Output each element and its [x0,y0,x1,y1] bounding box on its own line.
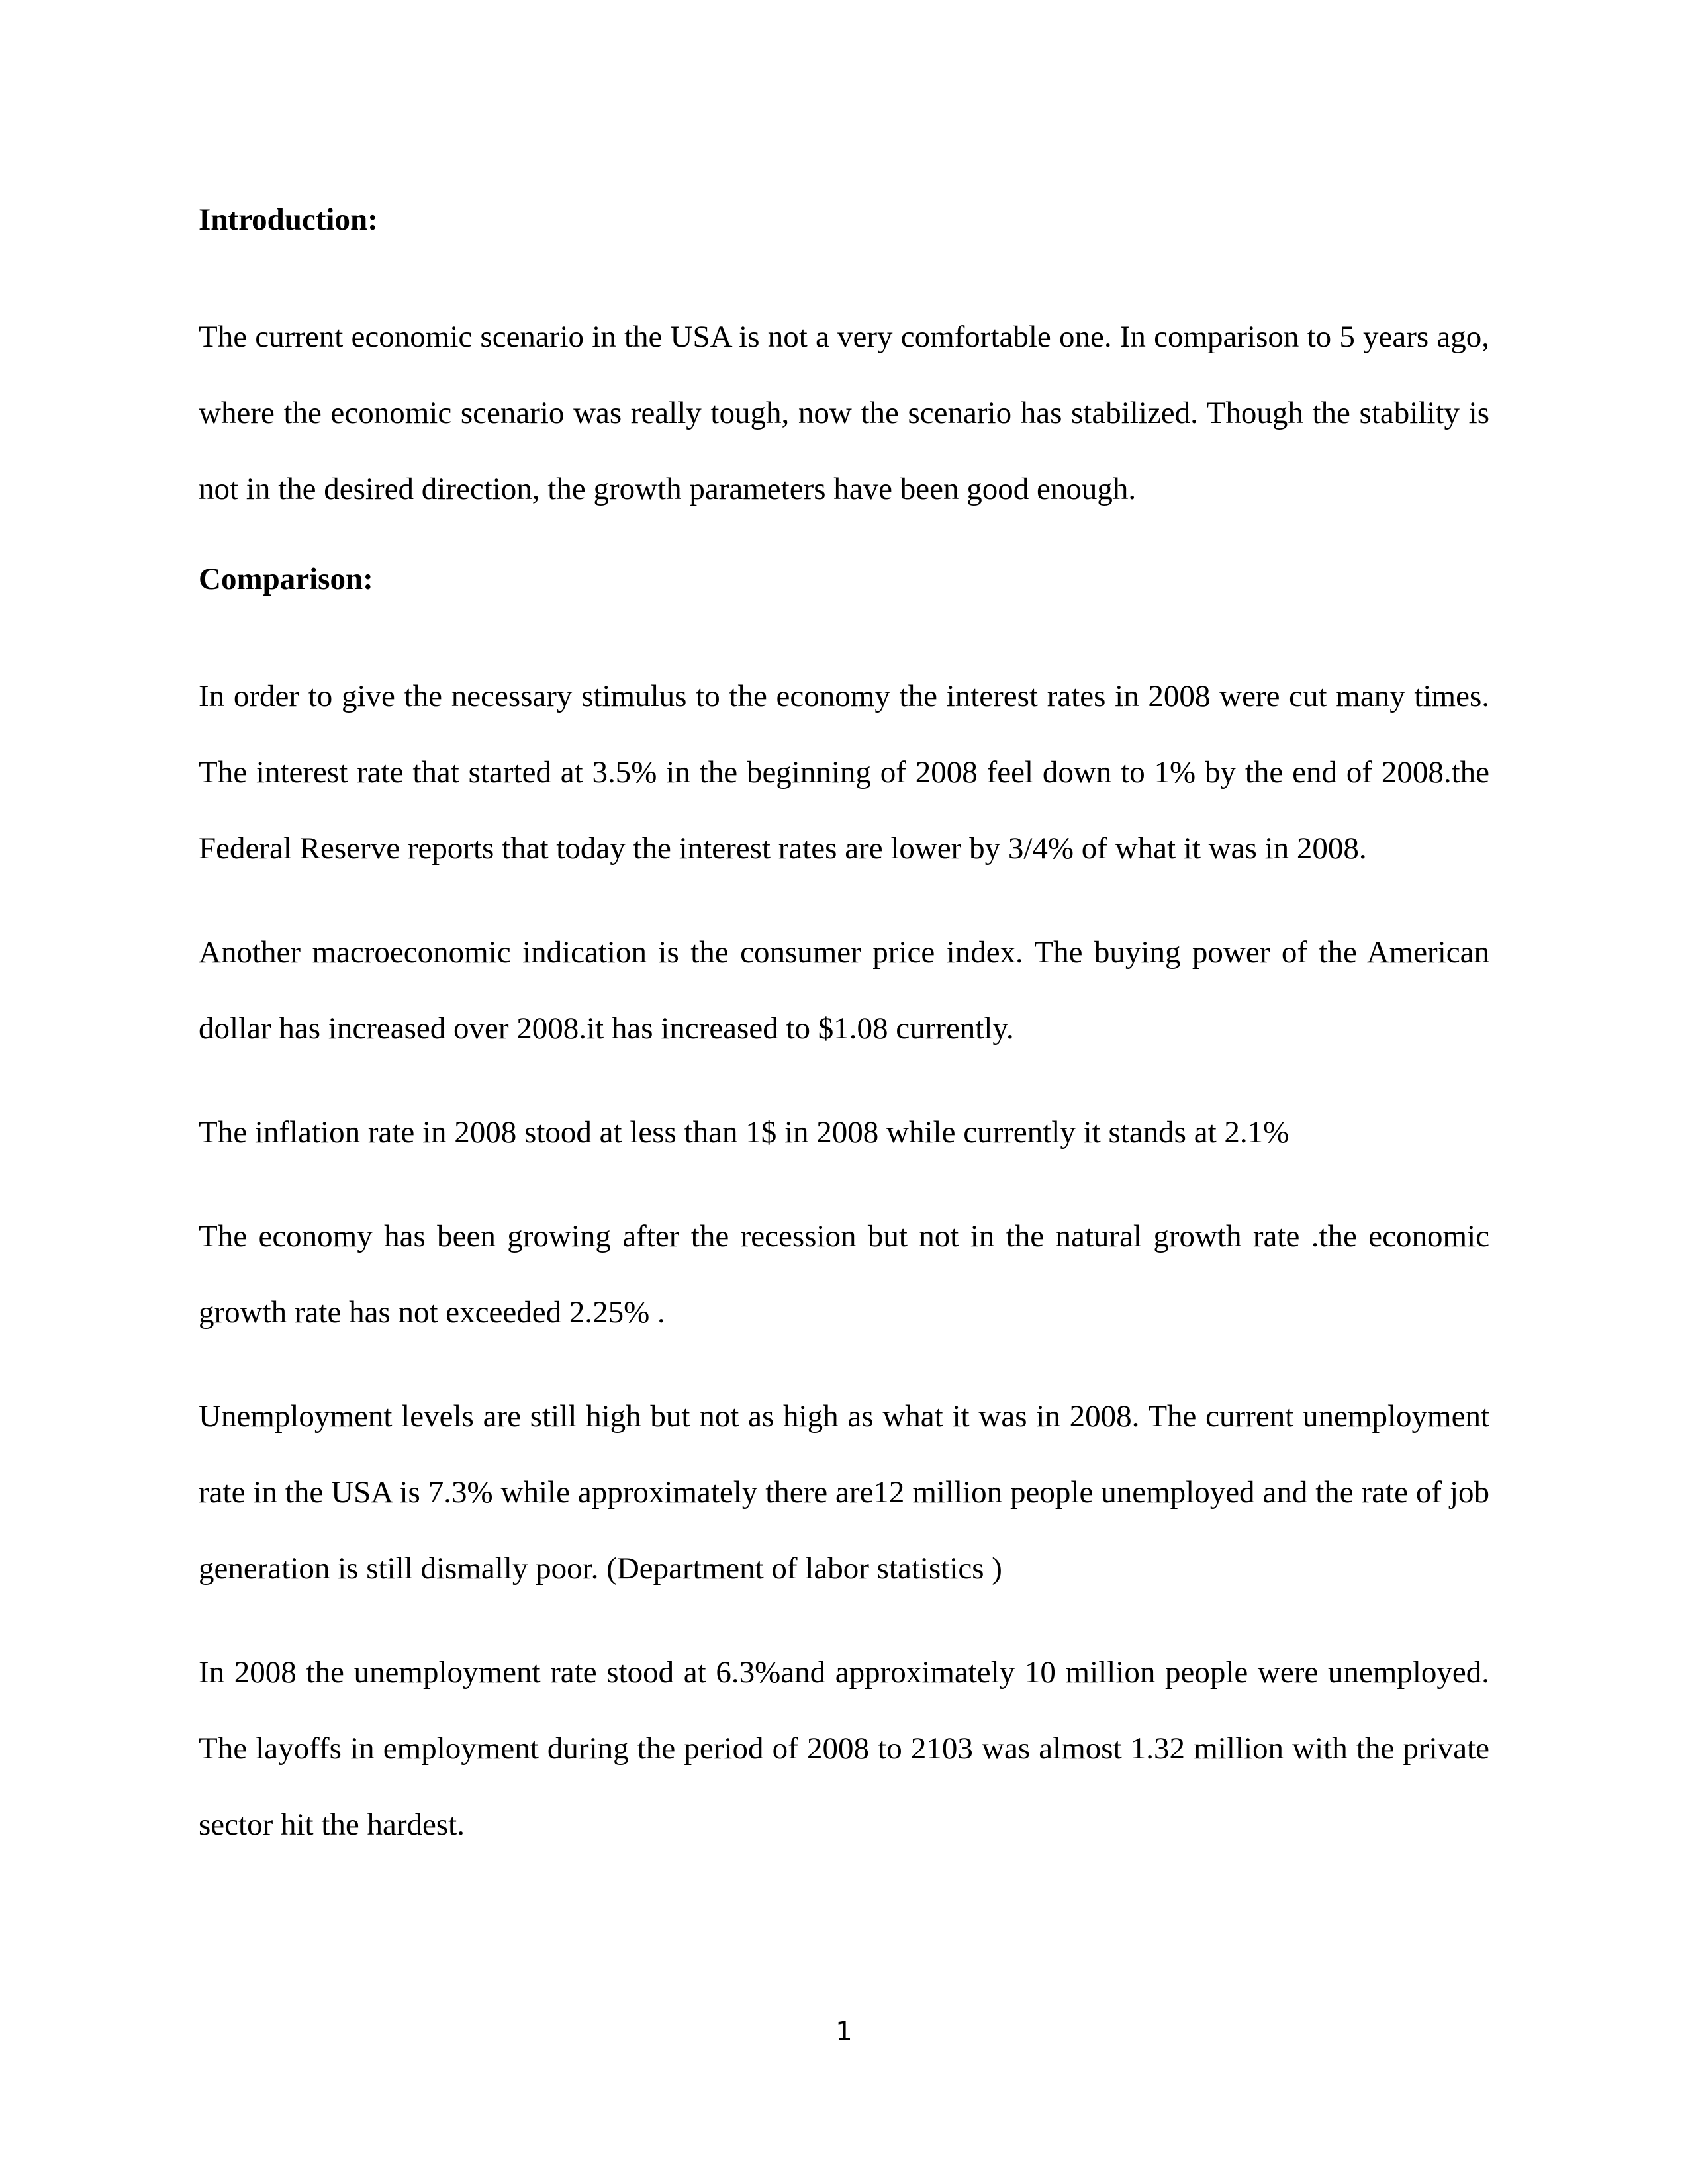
interest-rates-paragraph: In order to give the necessary stimulus to the economy the interest rates in 2008 were cut many times. The interest rate that started at 3.5% in the beginning of 2008 feel down to 1% by the end of 2008.the Federal Reserve reports that today the interest rates are lower by 3/4% of what it was in 2008. [199,679,1489,866]
introduction-paragraph: The current economic scenario in the USA is not a very comfortable one. In comparison to 5 years ago, where the economic scenario was really tough, now the scenario has stabilized. Though the stability is not in the desired direction, the growth parameters have been good enough. [199,320,1489,506]
introduction-heading: Introduction: [199,203,378,237]
page-number: 1 [835,2017,853,2047]
document-body [199,196,1489,1891]
inflation-rate-paragraph: The inflation rate in 2008 stood at less than 1$ in 2008 while currently it stands at 2.1% [199,1115,1289,1150]
unemployment-2008-paragraph: In 2008 the unemployment rate stood at 6.3%and approximately 10 million people were unemployed. The layoffs in employment during the period of 2008 to 2103 was almost 1.32 million with the private sector hit the hardest. [199,1655,1489,1842]
unemployment-current-paragraph: Unemployment levels are still high but not as high as what it was in 2008. The current unemployment rate in the USA is 7.3% while approximately there are12 million people unemployed and the rate of job generation is still dismally poor. (Department of labor statistics ) [199,1399,1489,1586]
consumer-price-index-paragraph: Another macroeconomic indication is the consumer price index. The buying power of the American dollar has increased over 2008.it has increased to $1.08 currently. [199,935,1489,1046]
comparison-heading: Comparison: [199,562,373,596]
economic-growth-paragraph: The economy has been growing after the recession but not in the natural growth rate .the economic growth rate has not exceeded 2.25% . [199,1219,1489,1330]
